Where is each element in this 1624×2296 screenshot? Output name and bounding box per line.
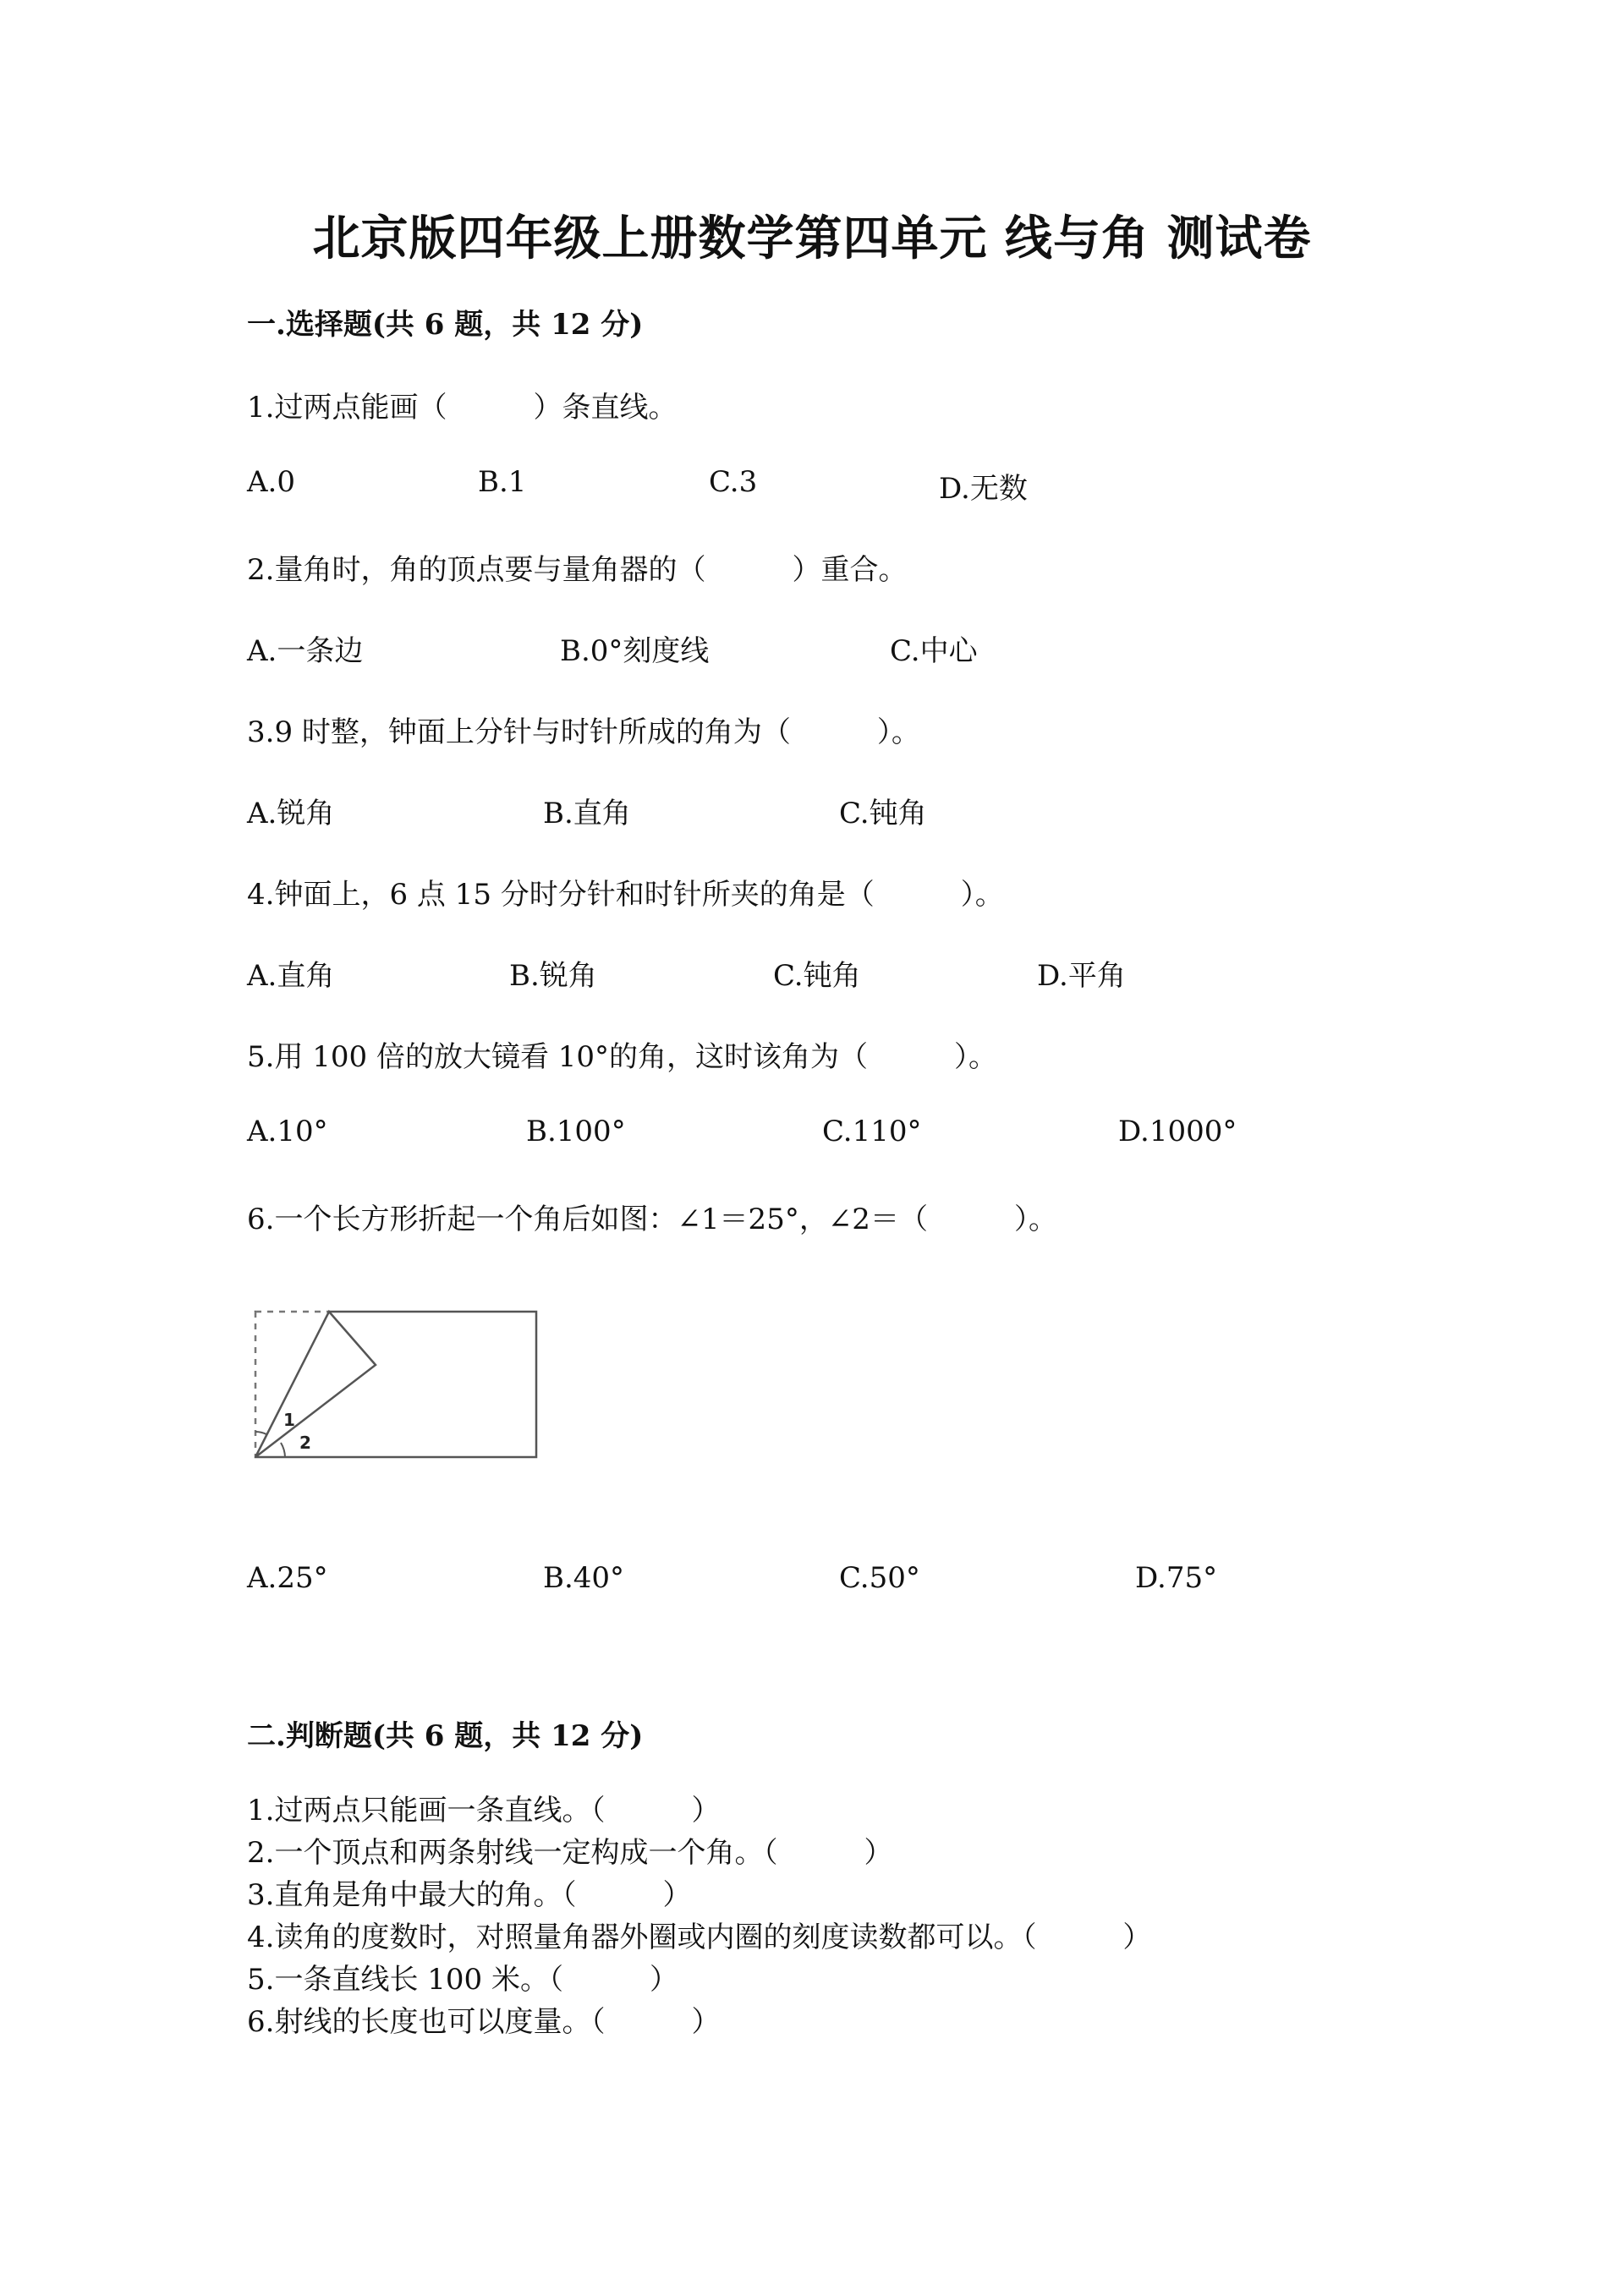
option: C.钝角 — [773, 959, 861, 993]
question-stem: 4.钟面上，6 点 15 分时分针和时针所夹的角是（ ）。 — [247, 878, 1004, 912]
option: B.直角 — [543, 797, 631, 830]
angle-2-label: 2 — [299, 1433, 311, 1453]
option: D.1000° — [1118, 1115, 1237, 1148]
option: B.锐角 — [509, 959, 597, 993]
option: C.3 — [709, 465, 758, 499]
section-heading-true-false: 二.判断题(共 6 题，共 12 分) — [247, 1719, 644, 1753]
true-false-item: 5.一条直线长 100 米。（ ） — [247, 1963, 678, 1997]
page-title: 北京版四年级上册数学第四单元 线与角 测试卷 — [312, 211, 1312, 266]
question-stem: 6.一个长方形折起一个角后如图：∠1＝25°，∠2＝（ ）。 — [247, 1203, 1057, 1236]
option: C.110° — [822, 1115, 922, 1148]
folded-rectangle-figure — [247, 1307, 551, 1477]
question-stem: 5.用 100 倍的放大镜看 10°的角，这时该角为（ ）。 — [247, 1040, 998, 1074]
true-false-item: 4.读角的度数时，对照量角器外圈或内圈的刻度读数都可以。（ ） — [247, 1921, 1152, 1954]
option: C.钝角 — [839, 797, 927, 830]
option: A.直角 — [247, 959, 335, 993]
option: A.10° — [247, 1115, 328, 1148]
true-false-item: 2.一个顶点和两条射线一定构成一个角。（ ） — [247, 1836, 893, 1870]
option: D.平角 — [1037, 959, 1126, 993]
option: A.锐角 — [247, 797, 335, 830]
option: D.75° — [1135, 1561, 1218, 1595]
option: B.100° — [526, 1115, 626, 1148]
option: B.40° — [543, 1561, 625, 1595]
question-stem: 3.9 时整，钟面上分针与时针所成的角为（ ）。 — [247, 715, 920, 749]
option: D.无数 — [939, 472, 1028, 506]
section-heading-choice: 一.选择题(共 6 题，共 12 分) — [247, 308, 644, 342]
option: C.50° — [839, 1561, 920, 1595]
option: A.一条边 — [247, 634, 364, 668]
option: A.0 — [247, 465, 295, 499]
option: B.0°刻度线 — [560, 634, 710, 668]
angle-1-label: 1 — [283, 1410, 295, 1430]
option: C.中心 — [890, 634, 978, 668]
question-stem: 1.过两点能画（ ）条直线。 — [247, 391, 678, 425]
true-false-item: 3.直角是角中最大的角。（ ） — [247, 1878, 692, 1912]
true-false-item: 1.过两点只能画一条直线。（ ） — [247, 1794, 721, 1827]
option: B.1 — [478, 465, 527, 499]
option: A.25° — [247, 1561, 328, 1595]
question-stem: 2.量角时，角的顶点要与量角器的（ ）重合。 — [247, 553, 908, 587]
true-false-item: 6.射线的长度也可以度量。（ ） — [247, 2005, 721, 2039]
